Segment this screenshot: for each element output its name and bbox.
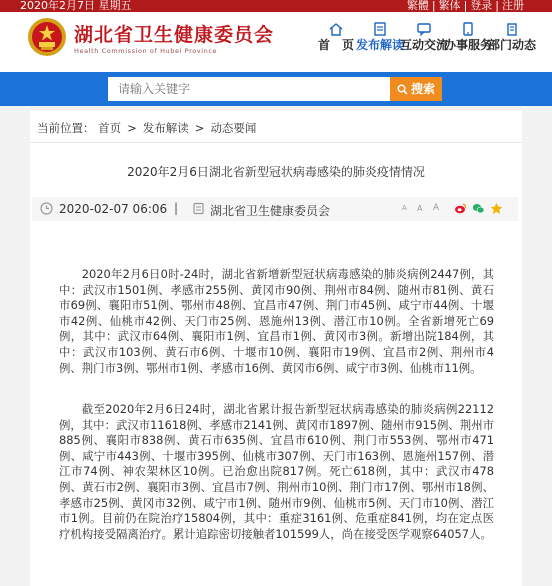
article-paragraph-1: [59, 267, 494, 376]
article-title: 2020年2月6日湖北省新型冠状病毒感染的肺炎疫情情况: [127, 165, 425, 179]
article-meta: [32, 197, 518, 221]
breadcrumb: [37, 120, 256, 136]
main-content: [30, 110, 522, 586]
divider: [30, 142, 522, 143]
font-size-medium[interactable]: A: [417, 204, 423, 213]
nav-label-dept-news: 部门动态: [488, 38, 537, 52]
site-header: [0, 12, 552, 72]
article-paragraph-2: [59, 402, 494, 542]
nav-item-release[interactable]: [356, 22, 405, 52]
search-bar: [0, 72, 552, 106]
register-link[interactable]: 注册: [502, 0, 524, 12]
search-button[interactable]: [390, 77, 442, 101]
search-icon: [397, 84, 408, 95]
nav-item-services[interactable]: [444, 22, 493, 52]
link-separator: |: [431, 0, 436, 12]
meta-separator: |: [174, 201, 179, 215]
link-separator: |: [463, 0, 468, 12]
paragraph-text: 2020年2月6日0时-24时，湖北省新增新型冠状病毒感染的肺炎病例2447例，其中：武汉市1501例、孝感市255例、黄冈市90例、荆州市84例、随州市81例、黄石市69例、襄阳市51例、鄂州市48例、宜昌市47例、荆门市45例、咸宁市44例、十堰市42例、仙桃市42例、天门市25例、恩施州13例、潜江市10例。全省新增死亡69例，其中：武汉市64例、襄阳市1例、宜昌市1例、黄冈市3例。新增出院184例，其中：武汉市103例、黄石市6例、十堰市10例、襄阳市19例、宜昌市2例、荆州市4例、荆门市3例、鄂州市1例、孝感市16例、黄冈市6例、咸宁市3例、仙桃市11例。: [59, 267, 494, 375]
chat-icon: [416, 22, 432, 36]
search-button-label: 搜索: [410, 82, 435, 96]
breadcrumb-home[interactable]: 首页: [98, 121, 122, 135]
breadcrumb-separator: >: [127, 121, 137, 135]
site-subtitle: Health Commission of Hubei Province: [74, 47, 218, 55]
link-separator: |: [495, 0, 499, 12]
publish-date: 2020-02-07 06:06: [59, 202, 168, 216]
nav-item-home[interactable]: [316, 22, 356, 52]
paragraph-text: 截至2020年2月6日24时，湖北省累计报告新型冠状病毒感染的肺炎病例22112例，其中：武汉市11618例、孝感市2141例、黄冈市1897例、随州市915例、荆州市885例、襄阳市838例、黄石市635例、宜昌市610例、荆门市553例、鄂州市471例、咸宁市443例、十堰市395例、仙桃市307例、天门市163例、恩施州157例、潜江市74例、神农架林区10例。已治愈出院817例。死亡618例，其中：武汉市478例、黄石市2例、襄阳市3例、宜昌市7例、荆州市10例、荆门市17例、鄂州市18例、孝感市25例、黄冈市32例、咸宁市1例、随州市9例、仙桃市5例、天门市10例、潜江市1例。目前仍在院治疗15804例，其中：重症3161例、危重症841例，均在定点医疗机构接受隔离治疗。累计追踪密切接触者101599人，尚在接受医学观察64057人。: [59, 402, 494, 541]
breadcrumb-release[interactable]: 发布解读: [142, 121, 189, 135]
font-size-large[interactable]: A: [433, 203, 440, 213]
publisher-icon: [192, 202, 205, 215]
current-date: 2020年2月7日 星期五: [20, 0, 132, 12]
search-input[interactable]: [108, 77, 390, 101]
site-title[interactable]: 湖北省卫生健康委员会: [74, 24, 275, 46]
breadcrumb-news[interactable]: 动态要闻: [210, 121, 257, 135]
simplified-link[interactable]: 繁体: [438, 0, 461, 12]
weibo-share-icon[interactable]: [454, 202, 467, 215]
top-bar: [0, 0, 552, 12]
favorite-star-icon[interactable]: [490, 202, 503, 215]
nav-item-interaction[interactable]: [400, 22, 449, 52]
traditional-link[interactable]: 繁體: [406, 0, 429, 12]
document-icon: [372, 22, 388, 36]
wechat-share-icon[interactable]: [472, 202, 485, 215]
nav-label-release: 发布解读: [356, 38, 405, 52]
breadcrumb-separator: >: [194, 121, 205, 135]
home-icon: [328, 22, 344, 36]
nav-label-home: 首 页: [317, 38, 354, 52]
top-links: [407, 0, 524, 12]
nav-item-dept-news[interactable]: [488, 22, 537, 52]
nav-label-interaction: 互动交流: [400, 38, 449, 52]
phone-icon: [460, 22, 476, 36]
national-emblem-logo[interactable]: [26, 16, 68, 58]
clock-icon: [40, 202, 53, 215]
font-size-small[interactable]: A: [402, 204, 407, 212]
building-icon: [504, 22, 520, 36]
login-link[interactable]: 登录: [470, 0, 493, 12]
nav-label-services: 办事服务: [444, 38, 493, 52]
breadcrumb-prefix: 当前位置：: [37, 121, 95, 135]
publisher-name: 湖北省卫生健康委员会: [210, 204, 331, 218]
